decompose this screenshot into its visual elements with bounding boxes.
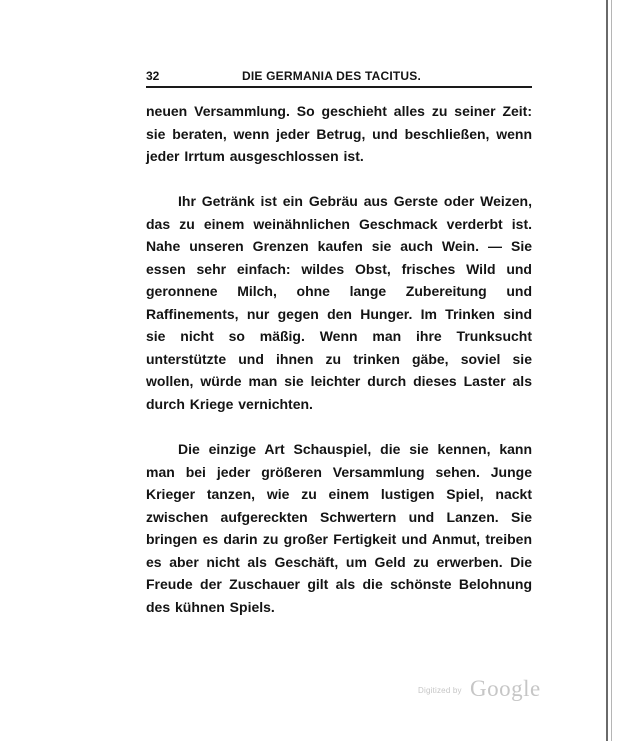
running-title: DIE GERMANIA DES TACITUS. xyxy=(242,69,422,83)
scan-edge xyxy=(606,0,608,741)
paragraph-2: Ihr Getränk ist ein Gebräu aus Gerste oder Weizen, das zu einem weinähnlichen Geschmack verderbt ist. Nahe unseren Grenzen kaufen sie auch Wein. — Sie essen sehr einfach: wildes Obst, frisches Wild und geronnene Milch, ohne lange Zubereitung und Raffinements, nur gegen den Hunger. Im Trinken sind sie nicht so mäßig. Wenn man ihre Trunksucht unterstützte und ihnen zu trinken gäbe, soviel sie wollen, würde man sie leichter durch dieses Laster als durch Kriege vernichten. xyxy=(146,193,532,412)
page-number: 32 xyxy=(146,69,160,83)
header-rule xyxy=(146,86,532,88)
paragraph-1: neuen Versammlung. So geschieht alles zu seiner Zeit: sie beraten, wenn jeder Betrug, und beschließen, wenn jeder Irrtum ausgeschlossen ist. xyxy=(146,103,532,164)
digitized-by-google-watermark xyxy=(418,676,548,706)
google-logo: Google xyxy=(470,676,541,701)
scan-edge-shadow xyxy=(611,0,612,741)
paragraph-3: Die einzige Art Schauspiel, die sie kennen, kann man bei jeder größeren Versammlung sehen. Junge Krieger tanzen, wie zu einem lustigen Spiel, nackt zwischen aufgereckten Schwertern und Lanzen. Sie bringen es darin zu großer Fertigkeit und Anmut, treiben es aber nicht als Geschäft, um Geld zu erwerben. Die Freude der Zuschauer gilt als die schönste Belohnung des kühnen Spiels. xyxy=(146,441,532,615)
watermark-prefix: Digitized by xyxy=(418,686,462,695)
running-head xyxy=(146,66,530,86)
